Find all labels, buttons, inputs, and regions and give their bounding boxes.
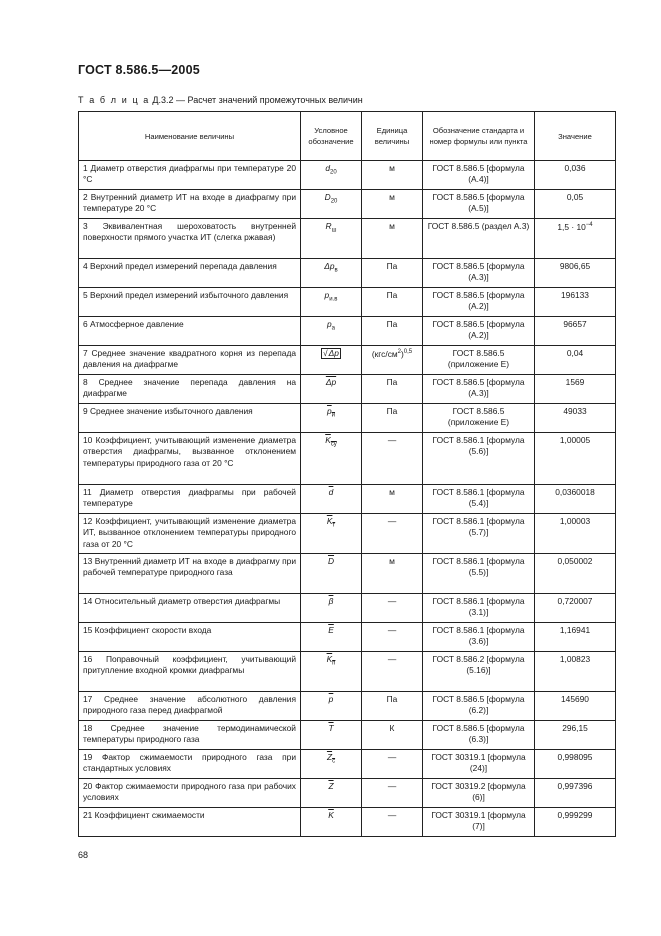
quantity-symbol	[301, 346, 362, 375]
quantity-name: 12 Коэффициент, учитывающий изменение диаметра ИТ, вызванное отклонением температуры природного газа от 20 °С	[79, 514, 301, 554]
quantity-unit	[362, 652, 423, 692]
table-row	[79, 219, 616, 259]
table-row	[79, 485, 616, 514]
table-row	[79, 288, 616, 317]
unit-text: К	[389, 723, 395, 733]
unit-text: Па	[386, 377, 398, 387]
quantity-name: 21 Коэффициент сжимаемости	[79, 808, 301, 837]
table-row	[79, 259, 616, 288]
quantity-value	[535, 346, 616, 375]
unit-text: Па	[386, 261, 398, 271]
symbol-text: R	[325, 221, 332, 231]
quantity-value	[535, 375, 616, 404]
value-text: 0,05	[566, 192, 584, 202]
column-header-name: Наименование величины	[79, 112, 301, 161]
symbol-text: K	[326, 516, 333, 526]
quantity-name: 7 Среднее значение квадратного корня из перепада давления на диафрагме	[79, 346, 301, 375]
symbol-text: $\overline{K}$	[328, 810, 334, 820]
quantity-symbol	[301, 514, 362, 554]
value-text: 1,00005	[559, 435, 591, 445]
unit-superscript: 2	[397, 349, 401, 355]
unit-text: —	[387, 654, 397, 664]
symbol-text: $\overline{T}$	[328, 723, 334, 733]
quantity-value	[535, 594, 616, 623]
unit-text: м	[389, 487, 395, 497]
quantity-value	[535, 161, 616, 190]
quantity-symbol	[301, 779, 362, 808]
value-text: 0,0360018	[555, 487, 595, 497]
table-row	[79, 594, 616, 623]
unit-text: м	[389, 556, 395, 566]
symbol-text: $\overline{Z}$	[328, 781, 334, 791]
symbol-wrapper	[324, 261, 338, 274]
quantity-symbol	[301, 721, 362, 750]
quantity-symbol	[301, 375, 362, 404]
symbol-subscript: ш	[331, 227, 337, 234]
quantity-unit	[362, 190, 423, 219]
symbol-subscript: п	[332, 660, 336, 667]
quantity-name: 17 Среднее значение абсолютного давления природного газа перед диафрагмой	[79, 692, 301, 721]
table-row	[79, 514, 616, 554]
standard-reference: ГОСТ 8.586.1 [формула (5.6)]	[423, 433, 535, 485]
standard-reference: ГОСТ 8.586.5 [формула (А.3)]	[423, 259, 535, 288]
symbol-wrapper	[326, 752, 336, 765]
symbol-text: K	[326, 654, 333, 664]
standard-reference: ГОСТ 8.586.5 [формула (А.5)]	[423, 190, 535, 219]
table-row	[79, 692, 616, 721]
unit-exponent: 0,5	[403, 349, 413, 355]
symbol-text: p	[326, 406, 332, 416]
standard-reference: ГОСТ 30319.1 [формула (7)]	[423, 808, 535, 837]
value-text: 0,050002	[557, 556, 593, 566]
standard-reference: ГОСТ 8.586.5 (приложение Е)	[423, 404, 535, 433]
value-text: 1569	[565, 377, 585, 387]
symbol-subscript: с	[332, 758, 336, 765]
quantity-unit	[362, 692, 423, 721]
standard-reference: ГОСТ 30319.2 [формула (6)]	[423, 779, 535, 808]
symbol-wrapper	[326, 516, 336, 529]
value-text: 1,00823	[559, 654, 591, 664]
symbol-wrapper	[326, 406, 336, 419]
quantity-value	[535, 288, 616, 317]
symbol-subscript: и.в	[329, 296, 338, 303]
symbol-wrapper	[329, 596, 334, 606]
symbol-wrapper	[321, 348, 341, 358]
standard-reference: ГОСТ 30319.1 [формула (24)]	[423, 750, 535, 779]
symbol-subscript: 20	[330, 198, 338, 205]
quantity-symbol	[301, 623, 362, 652]
quantity-value	[535, 190, 616, 219]
table-body	[79, 161, 616, 837]
value-text: 96657	[563, 319, 587, 329]
value-text: 0,04	[566, 348, 584, 358]
quantity-name: 4 Верхний предел измерений перепада давления	[79, 259, 301, 288]
symbol-text: K	[325, 435, 331, 445]
unit-text: —	[387, 516, 397, 526]
quantity-unit	[362, 317, 423, 346]
quantity-value	[535, 808, 616, 837]
symbol-wrapper	[328, 556, 334, 566]
value-exponent: −4	[585, 222, 593, 228]
unit-text: (кгс/см	[371, 348, 398, 359]
quantity-name: 3 Эквивалентная шероховатость внутренней поверхности прямого участка ИТ (слегка ржавая)	[79, 219, 301, 259]
table-row	[79, 750, 616, 779]
value-text: 145690	[561, 694, 589, 704]
quantity-unit	[362, 554, 423, 594]
page-number: 68	[78, 850, 89, 860]
symbol-subscript: 20	[329, 169, 337, 176]
table-row	[79, 346, 616, 375]
column-header-value: Значение	[535, 112, 616, 161]
quantity-name: 9 Среднее значение избыточного давления	[79, 404, 301, 433]
symbol-subscript: а	[331, 325, 335, 332]
value-text: 49033	[563, 406, 587, 416]
quantity-unit	[362, 346, 423, 375]
symbol-wrapper	[325, 435, 337, 448]
table-caption-text: Д.3.2 — Расчет значений промежуточных величин	[152, 95, 363, 105]
quantity-unit	[362, 750, 423, 779]
quantity-name: 1 Диаметр отверстия диафрагмы при температуре 20 °С	[79, 161, 301, 190]
symbol-wrapper	[328, 810, 334, 820]
unit-tail: )	[401, 348, 404, 359]
standard-reference: ГОСТ 8.586.5 (приложение Е)	[423, 346, 535, 375]
quantity-unit	[362, 219, 423, 259]
quantity-symbol	[301, 190, 362, 219]
standard-reference: ГОСТ 8.586.5 [формула (А.4)]	[423, 161, 535, 190]
quantity-name: 16 Поправочный коэффициент, учитывающий притупление входной кромки диафрагмы	[79, 652, 301, 692]
quantity-name: 8 Среднее значение перепада давления на диафрагме	[79, 375, 301, 404]
quantity-value	[535, 219, 616, 259]
document-title: ГОСТ 8.586.5—2005	[78, 63, 200, 77]
standard-reference: ГОСТ 8.586.1 [формула (3.6)]	[423, 623, 535, 652]
unit-text: м	[389, 163, 395, 173]
unit-text: Па	[386, 694, 398, 704]
symbol-text: D	[324, 192, 331, 202]
table-header-row	[79, 112, 616, 161]
quantity-symbol	[301, 692, 362, 721]
quantity-name: 2 Внутренний диаметр ИТ на входе в диафрагму при температуре 20 °С	[79, 190, 301, 219]
symbol-wrapper	[329, 694, 334, 704]
quantity-name: 10 Коэффициент, учитывающий изменение диаметра отверстия диафрагмы, вызванное отклонением температуры природного газа от 20 °С	[79, 433, 301, 485]
standard-reference: ГОСТ 8.586.1 [формула (5.7)]	[423, 514, 535, 554]
quantity-unit	[362, 485, 423, 514]
quantity-unit	[362, 808, 423, 837]
standard-reference: ГОСТ 8.586.5 [формула (6.2)]	[423, 692, 535, 721]
value-text: 9806,65	[559, 261, 591, 271]
standard-reference: ГОСТ 8.586.2 [формула (5.16)]	[423, 652, 535, 692]
table-row	[79, 554, 616, 594]
unit-text: —	[387, 781, 397, 791]
quantity-unit	[362, 594, 423, 623]
quantity-value	[535, 652, 616, 692]
quantity-value	[535, 779, 616, 808]
quantity-unit	[362, 404, 423, 433]
value-text: 1,00003	[559, 516, 591, 526]
standard-reference: ГОСТ 8.586.5 (раздел А.3)	[423, 219, 535, 259]
quantity-name: 11 Диаметр отверстия диафрагмы при рабочей температуре	[79, 485, 301, 514]
symbol-subscript: в	[334, 267, 338, 274]
quantity-unit	[362, 288, 423, 317]
symbol-text: Δp	[324, 261, 335, 271]
quantity-name: 15 Коэффициент скорости входа	[79, 623, 301, 652]
symbol-subscript: су	[330, 441, 337, 448]
unit-text: Па	[386, 406, 398, 416]
quantity-symbol	[301, 404, 362, 433]
quantity-name: 6 Атмосферное давление	[79, 317, 301, 346]
quantity-symbol	[301, 259, 362, 288]
symbol-wrapper	[328, 781, 333, 791]
quantity-unit	[362, 721, 423, 750]
quantity-name: 18 Среднее значение термодинамической температуры природного газа	[79, 721, 301, 750]
unit-text: Па	[386, 290, 398, 300]
quantity-name: 5 Верхний предел измерений избыточного давления	[79, 288, 301, 317]
table-row	[79, 190, 616, 219]
symbol-wrapper	[329, 487, 334, 497]
symbol-text: $\overline{\beta}$	[328, 596, 334, 606]
unit-text: —	[387, 596, 397, 606]
symbol-subscript: и	[331, 412, 336, 419]
quantity-symbol	[301, 808, 362, 837]
unit-text: —	[387, 435, 397, 445]
symbol-wrapper	[325, 163, 337, 176]
quantity-symbol	[301, 485, 362, 514]
symbol-wrapper	[324, 290, 338, 303]
quantity-value	[535, 623, 616, 652]
values-table	[78, 111, 616, 837]
quantity-value	[535, 721, 616, 750]
table-row	[79, 433, 616, 485]
standard-reference: ГОСТ 8.586.1 [формула (5.5)]	[423, 554, 535, 594]
standard-reference: ГОСТ 8.586.5 [формула (А.2)]	[423, 317, 535, 346]
unit-text: Па	[386, 319, 398, 329]
quantity-value	[535, 750, 616, 779]
standard-reference: ГОСТ 8.586.5 [формула (А.3)]	[423, 375, 535, 404]
quantity-value	[535, 317, 616, 346]
quantity-symbol	[301, 161, 362, 190]
symbol-wrapper	[328, 625, 334, 635]
symbol-text: p	[326, 319, 332, 329]
quantity-value	[535, 514, 616, 554]
unit-text: —	[387, 810, 397, 820]
unit-text: м	[389, 192, 395, 202]
quantity-name: 13 Внутренний диаметр ИТ на входе в диафрагму при рабочей температуре природного газа	[79, 554, 301, 594]
value-text: 0,036	[564, 163, 586, 173]
value-text: 1,16941	[559, 625, 591, 635]
quantity-unit	[362, 375, 423, 404]
value-text: 296,15	[562, 723, 588, 733]
symbol-text: $\overline{E}$	[328, 625, 334, 635]
symbol-text: $\overline{D}$	[327, 556, 335, 566]
quantity-unit	[362, 779, 423, 808]
unit-text: —	[387, 752, 397, 762]
sqrt-symbol	[321, 348, 341, 359]
quantity-name: 20 Фактор сжимаемости природного газа при рабочих условиях	[79, 779, 301, 808]
quantity-value	[535, 433, 616, 485]
symbol-wrapper	[324, 192, 338, 205]
symbol-text: Δp	[328, 348, 339, 358]
quantity-symbol	[301, 433, 362, 485]
symbol-wrapper	[326, 319, 335, 332]
table-row	[79, 623, 616, 652]
symbol-subscript: т	[332, 522, 336, 529]
quantity-symbol	[301, 594, 362, 623]
symbol-text: Z	[326, 752, 333, 762]
quantity-symbol	[301, 652, 362, 692]
quantity-symbol	[301, 219, 362, 259]
unit-text: м	[389, 221, 395, 231]
standard-reference: ГОСТ 8.586.1 [формула (5.4)]	[423, 485, 535, 514]
standard-reference: ГОСТ 8.586.5 [формула (А.2)]	[423, 288, 535, 317]
column-header-standard: Обозначение стандарта и номер формулы или пункта	[423, 112, 535, 161]
quantity-value	[535, 692, 616, 721]
symbol-wrapper	[325, 221, 337, 234]
value-text: 0,997396	[557, 781, 593, 791]
value-text: 0,998095	[557, 752, 593, 762]
quantity-unit	[362, 259, 423, 288]
symbol-text: d	[325, 163, 330, 173]
quantity-symbol	[301, 750, 362, 779]
quantity-name: 14 Относительный диаметр отверстия диафрагмы	[79, 594, 301, 623]
quantity-unit	[362, 514, 423, 554]
symbol-text: $\overline{p}$	[328, 694, 334, 704]
symbol-wrapper	[326, 654, 336, 667]
quantity-unit	[362, 433, 423, 485]
quantity-unit	[362, 623, 423, 652]
value-text: 1,5 · 10	[557, 221, 586, 232]
quantity-symbol	[301, 288, 362, 317]
symbol-text: $\overline{\Delta p}$	[325, 377, 337, 387]
table-caption-prefix: Т а б л и ц а	[78, 95, 150, 105]
table-row	[79, 404, 616, 433]
quantity-value	[535, 554, 616, 594]
symbol-text: $\overline{d}$	[328, 487, 334, 497]
symbol-wrapper	[326, 377, 336, 387]
value-text: 0,999299	[557, 810, 593, 820]
standard-reference: ГОСТ 8.586.1 [формула (3.1)]	[423, 594, 535, 623]
unit-text: —	[387, 625, 397, 635]
quantity-value	[535, 485, 616, 514]
quantity-value	[535, 404, 616, 433]
symbol-wrapper	[328, 723, 333, 733]
quantity-name: 19 Фактор сжимаемости природного газа при стандартных условиях	[79, 750, 301, 779]
table-row	[79, 161, 616, 190]
table-row	[79, 317, 616, 346]
quantity-symbol	[301, 317, 362, 346]
value-text: 0,720007	[557, 596, 593, 606]
quantity-symbol	[301, 554, 362, 594]
value-text: 196133	[561, 290, 589, 300]
table-caption	[78, 95, 363, 105]
symbol-text: p	[324, 290, 330, 300]
standard-reference: ГОСТ 8.586.5 [формула (6.3)]	[423, 721, 535, 750]
column-header-symbol: Условное обозначение	[301, 112, 362, 161]
table-row	[79, 779, 616, 808]
table-row	[79, 808, 616, 837]
quantity-unit	[362, 161, 423, 190]
quantity-value	[535, 259, 616, 288]
column-header-unit: Единица величины	[362, 112, 423, 161]
table-row	[79, 375, 616, 404]
table-row	[79, 652, 616, 692]
table-row	[79, 721, 616, 750]
